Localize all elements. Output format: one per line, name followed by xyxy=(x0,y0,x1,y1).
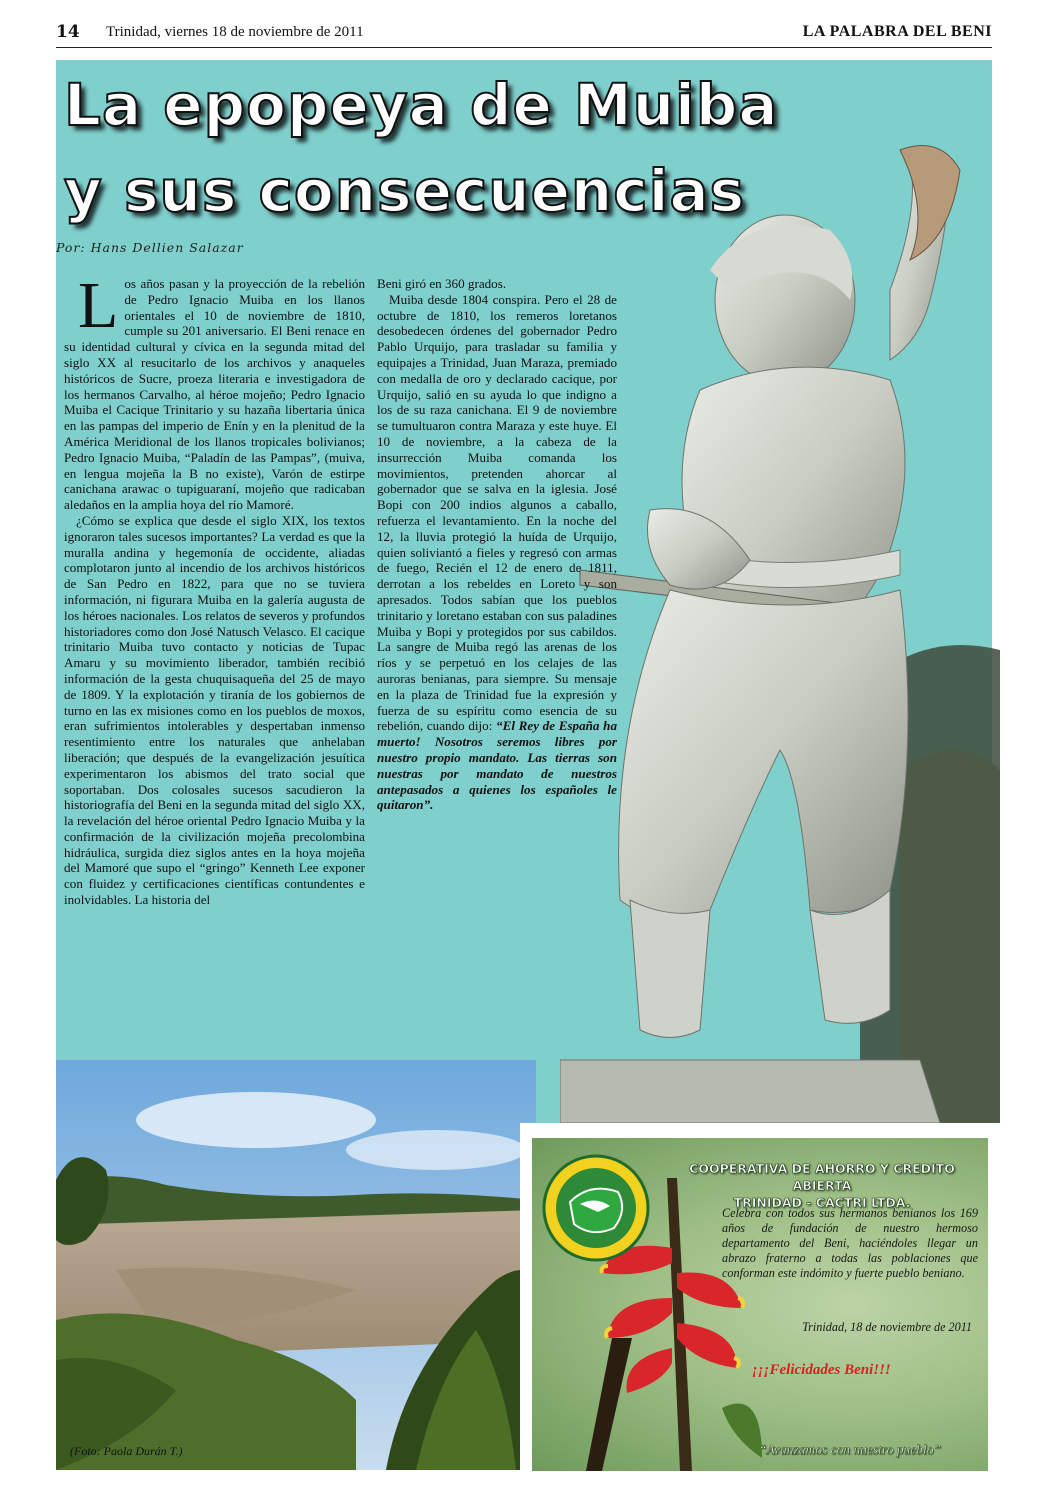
header-rule xyxy=(56,47,992,48)
advertisement xyxy=(532,1138,988,1471)
page-number: 14 xyxy=(56,22,80,42)
ad-date: Trinidad, 18 de noviembre de 2011 xyxy=(802,1320,972,1334)
ad-title-line-2: TRINIDAD - CACTRI LTDA. xyxy=(733,1195,911,1210)
ad-title-line-1: COOPERATIVA DE AHORRO Y CREDITO ABIERTA xyxy=(689,1161,955,1193)
photo-caption: (Foto: Paola Durán T.) xyxy=(70,1444,183,1458)
cooperative-logo-icon xyxy=(540,1152,652,1264)
date-line: Trinidad, viernes 18 de noviembre de 2011 xyxy=(106,24,364,40)
paragraph: ¿Cómo se explica que desde el siglo XIX, los textos ignoraron tales sucesos importantes? La verdad es que la muralla andina y hegemonía de occidente, aliadas complotaron junto al incendio de los archivos históricos de San Pedro en 1822, para que no se tuviera información, ni figurara Muiba en la galería augusta de los héroes nacionales. Los relatos de severos y profundos historiadores como don José Natusch Velasco. El cacique trinitario Muiba tuvo contacto y noticias de Tupac Amaru y su movimiento liberador, también recibió información de la gesta chuquisaqueña del 25 de mayo de 1809. Y la explotación y tiranía de los gobiernos de turno en las ex misiones como en los pueblos de moxos, eran sufrimientos intolerables y despertaban inmenso resentimiento entre los naturales que anhelaban liberación; que después de la evangelización jesuítica experimentaron los abismos del trato social que soportaban. Dos colosales sucesos sacudieron la historiografía del Beni en la segunda mitad del siglo XX, la revelación del héroe oriental Pedro Ignacio Muiba y la confirmación de la civilización mojeña precolombina hidráulica, surgida diez siglos antes en la hoya mojeña del Mamoré que supo el “gringo” Kenneth Lee exponer con fluidez y certificaciones científicas contundentes e inolvidables. La historia del xyxy=(64,512,365,908)
paragraph xyxy=(377,292,617,813)
page-header xyxy=(56,20,992,48)
paragraph xyxy=(64,276,365,513)
ad-title xyxy=(662,1160,982,1211)
paragraph: Beni giró en 360 grados. xyxy=(377,276,507,291)
ad-body: Celebra con todos sus hermanos benianos los 169 años de fundación de nuestro hermoso departamento del Beni, haciéndoles llegar un abrazo fraterno a todas las poblaciones que conforman este indómito y fuerte pueblo beniano. xyxy=(722,1206,978,1280)
muiba-quote: “El Rey de España ha muerto! Nosotros seremos libres por nuestro propio mandato. Las tierras son nuestras por mandato de nuestros antepasados a quienes los españoles le quitaron”. xyxy=(377,718,617,813)
article-column-1 xyxy=(64,276,365,1046)
article-title: La epopeya de Muiba y sus consecuencias xyxy=(64,71,779,225)
article-column-2 xyxy=(377,276,617,1056)
paragraph-text: os años pasan y la proyección de la rebelión de Pedro Ignacio Muiba en los llanos orientales el 10 de noviembre de 1810, cumple su 201 aniversario. El Beni renace en su identidad cultural y cívica en la segunda mitad del siglo XX al resucitarlo de los archivos y anaqueles históricos de Sucre, proeza literaria e investigadora de los hermanos Carvalho, al héroe mojeño; Pedro Ignacio Muiba el Cacique Trinitario y su hazaña libertaria única en las pampas del imperio de Enín y en la plenitud de la América Meridional de los llanos tropicales bolivianos; Pedro Ignacio Muiba, “Paladín de las Pampas”, (muiva, en lengua mojeña la B no existe), Varón de estirpe canichana arawac o tupiguaraní, mojeño que radicaban aledaños en la amplia hoya del río Mamoré. xyxy=(64,276,365,513)
river-photo xyxy=(56,1060,536,1470)
drop-cap: L xyxy=(78,276,119,342)
paragraph-text: Muiba desde 1804 conspira. Pero el 28 de octubre de 1810, los remeros loretanos desobedecen órdenes del gobernador Pedro Pablo Urquijo, para trasladar su familia y equipajes a Trinidad, Juan Maraza, premiado con medalla de oro y declarado cacique, por Urquijo, salió en su ayuda lo que indigno a los de su raza canichana. El 9 de noviembre se tumultuaron contra Maraza y este huye. El 10 de noviembre, a la cabeza de la insurrección Muiba comanda los movimientos, pretenden ahorcar al gobernador que se salva en la iglesia. José Bopi con 200 indios algunos a caballo, refuerza el levantamiento. En la noche del 12, la lluvia protegió la huída de Urquijo, quien soliviantó a fieles y regresó con armas de fuego, Recién el 12 de enero de 1811, derrotan a los rebeldes en Loreto y son apresados. Todos sabían que los pueblos trinitario y loretano estaban con sus paladines Muiba y Bopi y protegidos por sus cabildos. La sangre de Muiba regó las arenas de los ríos y se perpetuó en los celajes de las auroras benianas, para siempre. Su mensaje en la plaza de Trinidad fue la expresión y fuerza de su espíritu como esencia de su rebelión, cuando dijo: xyxy=(377,291,617,734)
publication-name: LA PALABRA DEL BENI xyxy=(802,23,992,40)
byline: Por: Hans Dellien Salazar xyxy=(56,240,244,255)
ad-greeting: ¡¡¡Felicidades Beni!!! xyxy=(752,1362,891,1378)
statue-image xyxy=(560,130,1000,1123)
ad-slogan: “Avanzamos con nuestro pueblo” xyxy=(758,1442,942,1457)
